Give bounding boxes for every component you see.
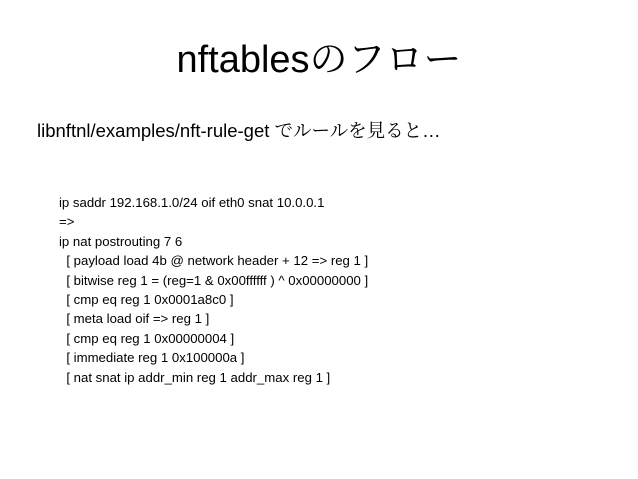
slide-subtitle: libnftnl/examples/nft-rule-get でルールを見ると… [37,120,441,141]
code-line: => [59,214,75,230]
code-line: ip saddr 192.168.1.0/24 oif eth0 snat 10.0.0.1 [59,195,325,210]
code-line: [ bitwise reg 1 = (reg=1 & 0x00ffffff ) ^ 0x00000000 ] [59,272,369,288]
code-line: [ payload load 4b @ network header + 12 => reg 1 ] [59,253,369,269]
code-line: [ cmp eq reg 1 0x0001a8c0 ] [59,291,234,307]
code-line: ip nat postrouting 7 6 [59,233,183,249]
code-line: [ immediate reg 1 0x100000a ] [59,350,245,366]
code-line: [ cmp eq reg 1 0x00000004 ] [59,330,235,346]
slide-title: nftablesのフロー [176,39,462,81]
code-line: [ meta load oif => reg 1 ] [59,311,210,327]
code-line: [ nat snat ip addr_min reg 1 addr_max reg 1 ] [59,369,331,385]
code-block [59,193,368,387]
